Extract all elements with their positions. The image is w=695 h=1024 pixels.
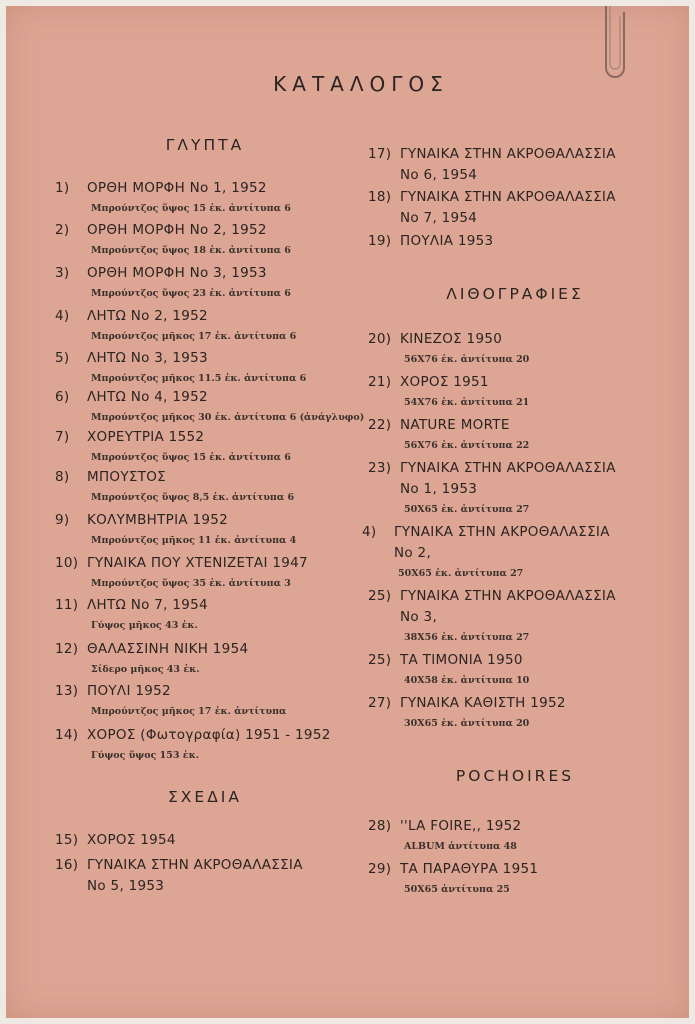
entry-title-continued: Νο 1, 1953 (400, 481, 478, 497)
entry-number: 1) (55, 180, 70, 196)
entry-title-line (368, 144, 616, 165)
entry-title-line (55, 595, 208, 616)
entry-title-line (55, 553, 308, 574)
section-heading-glypta: ΓΛΥΠΤΑ (165, 136, 245, 154)
paperclip-icon (600, 6, 630, 82)
entry-number: 7) (55, 429, 70, 445)
entry-title: ΓΥΝΑΙΚΑ ΣΤΗΝ ΑΚΡΟΘΑΛΑΣΣΙΑ (400, 460, 616, 476)
entry-number: 28) (368, 818, 392, 834)
entry-title-line (55, 306, 296, 327)
entry-title-line (368, 859, 538, 880)
catalog-entry (55, 595, 208, 635)
entry-title: ΠΟΥΛΙ 1952 (87, 683, 171, 699)
entry-title-line (362, 522, 610, 543)
catalog-entry (368, 144, 616, 186)
entry-title-continued: Νο 3, (400, 609, 438, 625)
entry-number: 19) (368, 233, 392, 249)
entry-number: 13) (55, 683, 79, 699)
entry-detail: Μπρούντζος μῆκος 17 ἑκ. ἀντίτυπα 6 (91, 331, 297, 342)
entry-number: 11) (55, 597, 79, 613)
entry-number: 17) (368, 146, 392, 162)
entry-title-line (368, 187, 616, 208)
catalog-entry (55, 387, 364, 427)
catalog-entry (368, 329, 529, 369)
entry-detail: 38Χ56 ἑκ. ἀντίτυπα 27 (404, 632, 530, 643)
catalog-entry (55, 348, 306, 388)
entry-title: ΧΟΡΟΣ 1954 (87, 832, 176, 848)
entry-number: 14) (55, 727, 79, 743)
entry-detail: Σίδερο μῆκος 43 ἑκ. (91, 664, 200, 675)
catalog-entry (55, 639, 248, 679)
catalog-entry (368, 231, 493, 252)
entry-detail: Μπρούντζος μῆκος 11 ἑκ. ἀντίτυπα 4 (91, 535, 297, 546)
entry-title: ''LA FOIRE,, 1952 (400, 818, 522, 834)
entry-number: 18) (368, 189, 392, 205)
entry-title-line (55, 510, 296, 531)
entry-title-line (55, 681, 286, 702)
catalog-entry (368, 372, 529, 412)
entry-title-line (368, 816, 521, 837)
entry-detail: Μπρούντζος ὕψος 23 ἑκ. ἀντίτυπα 6 (91, 288, 291, 299)
catalog-entry (55, 467, 294, 507)
entry-title-continued: Νο 5, 1953 (87, 878, 165, 894)
entry-title-continued: Νο 2, (394, 545, 432, 561)
entry-number: 12) (55, 641, 79, 657)
entry-title: ΤΑ ΠΑΡΑΘΥΡΑ 1951 (400, 861, 539, 877)
catalog-entry (368, 693, 566, 733)
entry-title-line (55, 639, 248, 660)
entry-number: 25) (368, 588, 392, 604)
entry-title-line (55, 427, 291, 448)
entry-number: 20) (368, 331, 392, 347)
entry-title: ΓΥΝΑΙΚΑ ΣΤΗΝ ΑΚΡΟΘΑΛΑΣΣΙΑ (400, 588, 616, 604)
entry-title: ΚΟΛΥΜΒΗΤΡΙΑ 1952 (87, 512, 229, 528)
section-heading-pochoires: POCHOIRES (455, 767, 575, 785)
catalog-entry (55, 830, 176, 851)
entry-title: ΤΑ ΤΙΜΟΝΙΑ 1950 (400, 652, 523, 668)
entry-title-line (368, 586, 616, 607)
entry-title: ΚΙΝΕΖΟΣ 1950 (400, 331, 503, 347)
entry-detail: Γύψος μῆκος 43 ἑκ. (91, 620, 198, 631)
entry-number: 23) (368, 460, 392, 476)
entry-number: 4) (55, 308, 70, 324)
entry-title: ΛΗΤΩ Νο 7, 1954 (87, 597, 208, 613)
entry-detail: 54Χ76 ἑκ. ἀντίτυπα 21 (404, 397, 530, 408)
entry-title: ΜΠΟΥΣΤΟΣ (87, 469, 167, 485)
entry-title: ΧΟΡΟΣ 1951 (400, 374, 489, 390)
catalog-entry (368, 650, 529, 690)
entry-detail: Μπρούντζος μῆκος 17 ἑκ. ἀντίτυπα (91, 706, 287, 717)
catalog-entry (55, 220, 291, 260)
entry-detail: ALBUM ἀντίτυπα 48 (404, 841, 517, 852)
entry-detail: Μπρούντζος ὕψος 15 ἑκ. ἀντίτυπα 6 (91, 452, 291, 463)
catalog-entry (55, 178, 291, 218)
entry-title: ΓΥΝΑΙΚΑ ΣΤΗΝ ΑΚΡΟΘΑΛΑΣΣΙΑ (394, 524, 610, 540)
entry-detail: Μπρούντζος μῆκος 30 ἑκ. ἀντίτυπα 6 (ἀνάγλυφο) (91, 412, 365, 423)
catalog-entry (55, 553, 308, 593)
entry-number: 16) (55, 857, 79, 873)
entry-title-line (55, 467, 294, 488)
entry-title: ΟΡΘΗ ΜΟΡΦΗ Νο 1, 1952 (87, 180, 267, 196)
entry-detail: 50Χ65 ἀντίτυπα 25 (404, 884, 510, 895)
catalog-entry (368, 187, 616, 229)
entry-number: 27) (368, 695, 392, 711)
entry-title: ΛΗΤΩ Νο 4, 1952 (87, 389, 208, 405)
entry-number: 8) (55, 469, 70, 485)
entry-number: 5) (55, 350, 70, 366)
catalog-entry (368, 816, 521, 856)
entry-detail: Μπρούντζος ὕψος 18 ἑκ. ἀντίτυπα 6 (91, 245, 291, 256)
entry-title-continued: Νο 6, 1954 (400, 167, 478, 183)
entry-detail: 40Χ58 ἑκ. ἀντίτυπα 10 (404, 675, 530, 686)
entry-title: ΧΟΡΕΥΤΡΙΑ 1552 (87, 429, 205, 445)
entry-title-line (368, 231, 493, 252)
entry-title: ΓΥΝΑΙΚΑ ΣΤΗΝ ΑΚΡΟΘΑΛΑΣΣΙΑ (400, 189, 616, 205)
catalog-entry (55, 855, 303, 897)
catalog-entry (368, 859, 538, 899)
catalog-entry (55, 306, 296, 346)
entry-title: ΘΑΛΑΣΣΙΝΗ ΝΙΚΗ 1954 (87, 641, 249, 657)
entry-title-continued: Νο 7, 1954 (400, 210, 478, 226)
catalog-entry (368, 415, 529, 455)
entry-title: ΓΥΝΑΙΚΑ ΠΟΥ ΧΤΕΝΙΖΕΤΑΙ 1947 (87, 555, 308, 571)
section-heading-lithografies: ΛΙΘΟΓΡΑΦΙΕΣ (446, 285, 584, 303)
catalog-entry (368, 458, 616, 519)
entry-detail: Μπρούντζος ὕψος 35 ἑκ. ἀντίτυπα 3 (91, 578, 291, 589)
entry-number: 6) (55, 389, 70, 405)
section-heading-schedia: ΣΧΕΔΙΑ (168, 788, 242, 806)
catalog-entry (55, 263, 291, 303)
catalog-entry (362, 522, 610, 583)
entry-number: 3) (55, 265, 70, 281)
catalog-entry (55, 681, 286, 721)
entry-number: 9) (55, 512, 70, 528)
entry-title-line (55, 263, 291, 284)
entry-number: 21) (368, 374, 392, 390)
entry-title-line (55, 178, 291, 199)
entry-title: ΟΡΘΗ ΜΟΡΦΗ Νο 2, 1952 (87, 222, 267, 238)
catalog-title: ΚΑΤΑΛΟΓΟΣ (273, 72, 449, 96)
entry-title: ΠΟΥΛΙΑ 1953 (400, 233, 494, 249)
entry-detail: 56Χ76 ἑκ. ἀντίτυπα 22 (404, 440, 530, 451)
entry-title-line (368, 372, 529, 393)
entry-number: 29) (368, 861, 392, 877)
entry-title: ΓΥΝΑΙΚΑ ΣΤΗΝ ΑΚΡΟΘΑΛΑΣΣΙΑ (87, 857, 303, 873)
entry-detail: Γύψος ὕψος 153 ἑκ. (91, 750, 200, 761)
entry-title: ΓΥΝΑΙΚΑ ΣΤΗΝ ΑΚΡΟΘΑΛΑΣΣΙΑ (400, 146, 616, 162)
entry-number: 4) (362, 524, 377, 540)
entry-title-line (55, 725, 331, 746)
catalog-entry (55, 427, 291, 467)
entry-title-line (368, 458, 616, 479)
entry-detail: 30Χ65 ἑκ. ἀντίτυπα 20 (404, 718, 530, 729)
entry-title-line (368, 650, 529, 671)
entry-title: NATURE MORTE (400, 417, 510, 433)
catalog-entry (55, 725, 331, 765)
entry-detail: Μπρούντζος ὕψος 15 ἑκ. ἀντίτυπα 6 (91, 203, 291, 214)
entry-title-line (368, 693, 566, 714)
entry-number: 10) (55, 555, 79, 571)
entry-title-line (55, 348, 306, 369)
entry-detail: Μπρούντζος μῆκος 11.5 ἑκ. ἀντίτυπα 6 (91, 373, 307, 384)
entry-title-line (55, 220, 291, 241)
entry-title-line (55, 387, 364, 408)
entry-number: 22) (368, 417, 392, 433)
entry-detail: 50Χ65 ἑκ. ἀντίτυπα 27 (398, 568, 524, 579)
entry-title: ΧΟΡΟΣ (Φωτογραφία) 1951 - 1952 (87, 727, 331, 743)
entry-detail: 56Χ76 ἑκ. ἀντίτυπα 20 (404, 354, 530, 365)
entry-number: 2) (55, 222, 70, 238)
entry-title-line (368, 415, 529, 436)
catalog-entry (55, 510, 296, 550)
catalog-entry (368, 586, 616, 647)
entry-detail: 50Χ65 ἑκ. ἀντίτυπα 27 (404, 504, 530, 515)
entry-title-line (368, 329, 529, 350)
entry-title: ΛΗΤΩ Νο 3, 1953 (87, 350, 208, 366)
entry-title: ΓΥΝΑΙΚΑ ΚΑΘΙΣΤΗ 1952 (400, 695, 566, 711)
entry-number: 15) (55, 832, 79, 848)
entry-title: ΛΗΤΩ Νο 2, 1952 (87, 308, 208, 324)
entry-title-line (55, 855, 303, 876)
entry-title-line (55, 830, 176, 851)
entry-number: 25) (368, 652, 392, 668)
entry-title: ΟΡΘΗ ΜΟΡΦΗ Νο 3, 1953 (87, 265, 267, 281)
entry-detail: Μπρούντζος ὕψος 8,5 ἑκ. ἀντίτυπα 6 (91, 492, 295, 503)
